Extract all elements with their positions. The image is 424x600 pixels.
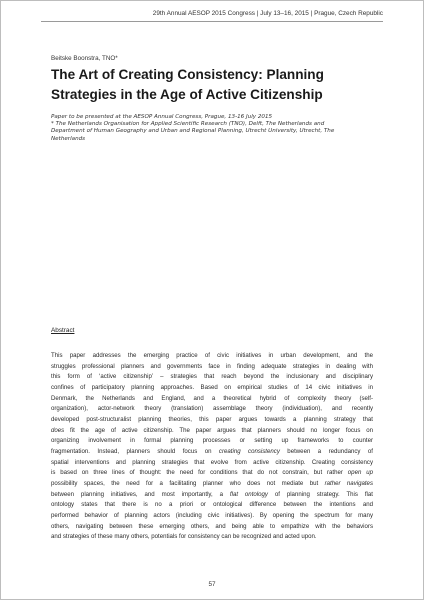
title-line: The Art of Creating Consistency: Planning: [51, 67, 324, 82]
abstract-line: organization), actor-network theory (translation) assemblage theory (individuation), and recently: [51, 405, 373, 413]
paper-title: [51, 65, 391, 105]
abstract-line: possibility spaces, the need for a facilitating planner who does not mediate but rather navigates: [51, 480, 373, 488]
note-line: * The Netherlands Organisation for Applied Scientific Research (TNO), Delft, The Netherlands and: [51, 121, 325, 128]
title-line: Strategies in the Age of Active Citizenship: [51, 87, 323, 102]
abstract-line: spatial interventions and planning strategies that evolve from active citizenship. Creating consistency: [51, 458, 373, 466]
abstract-line: this form of ‘active citizenship’ – strategies that reach beyond the inclusionary and disciplinary: [51, 373, 373, 381]
abstract-line: developed post-structuralist planning theories, this paper argues towards a planning strategy that: [51, 416, 373, 424]
author-line: Beitske Boonstra, TNO*: [51, 55, 118, 62]
abstract-heading: Abstract: [51, 327, 75, 334]
note-line: Department of Human Geography and Urban and Regional Planning, Utrecht University, Utrecht, The: [51, 128, 335, 135]
page-number: 57: [208, 581, 216, 588]
abstract-line: between planning initiatives, and most importantly, a flat ontology of planning strategy. This flat: [51, 490, 373, 498]
abstract-line: and strategies of these many others, potentials for consistency can be recognized and acted upon.: [51, 533, 317, 541]
emphasis-text: creating consistency: [218, 448, 280, 456]
abstract-line: organizing involvement in formal planning processes or setting up frameworks to counter: [51, 437, 373, 445]
abstract-line: Denmark, the Netherlands and England, and a theoretical hybrid of complexity theory (self-: [51, 394, 373, 402]
emphasis-text: flat ontology: [229, 490, 268, 498]
abstract-line: fragmentation. Instead, planners should focus on creating consistency between a redundancy of: [51, 448, 373, 456]
abstract-line: others, navigating between these emerging others, and being able to empathize with the behaviors: [51, 522, 373, 530]
emphasis-text: does: [51, 426, 65, 434]
running-header: 29th Annual AESOP 2015 Congress | July 13–16, 2015 | Prague, Czech Republic: [41, 10, 383, 22]
abstract-body: [51, 351, 373, 543]
abstract-line: is based on three lines of thought: the need for conditions that do not constrain, but rather open up: [51, 469, 373, 477]
paper-notes: [51, 114, 381, 143]
emphasis-text: rather navigates: [324, 480, 373, 488]
note-line: Paper to be presented at the AESOP Annual Congress, Prague, 13-16 July 2015: [51, 114, 273, 120]
abstract-line: performed behavior of planning actors (including civic initiatives). By opening the spectrum for many: [51, 512, 373, 520]
abstract-line: ontology states that there is no a priori or ontological difference between the intentions and: [51, 501, 373, 509]
emphasis-text: open up: [347, 469, 373, 477]
note-line: Netherlands: [51, 135, 86, 142]
abstract-line: does fit the age of active citizenship. The paper argues that planners should no longer focus on: [51, 426, 373, 434]
abstract-line: This paper addresses the emerging practice of civic initiatives in urban development, and the: [51, 352, 373, 359]
abstract-line: confines of participatory planning approaches. Based on empirical studies of 14 civic initiatives in: [51, 384, 373, 392]
abstract-line: struggles professional planners and governments face in finding adequate strategies in dealing with: [51, 362, 373, 370]
